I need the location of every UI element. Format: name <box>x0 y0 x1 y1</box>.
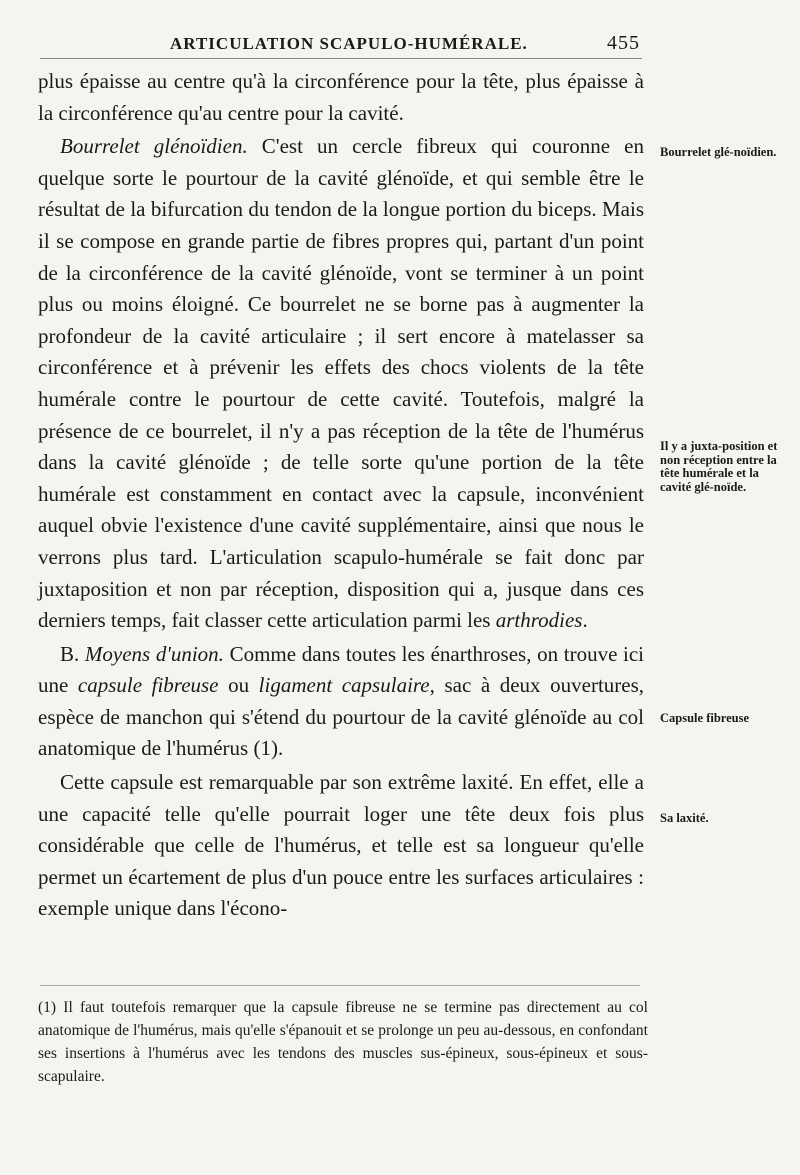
main-text <box>38 66 644 925</box>
paragraph-moyens-text-1: Comme dans toutes les énarthroses, on trouve ici une <box>38 641 645 698</box>
paragraph-1: plus épaisse au centre qu'à la circonférence pour la tête, plus épaisse à la circonférence qu'au centre pour la cavité. <box>38 69 644 125</box>
margin-note-juxtaposition: Il y a juxta-position et non réception entre la tête humérale et la cavité glé-noïde. <box>660 439 778 494</box>
section-label: B. <box>60 641 85 666</box>
page-number: 455 <box>607 32 640 54</box>
running-head-title: ARTICULATION SCAPULO-HUMÉRALE. <box>170 34 528 53</box>
term-capsule: capsule fibreuse <box>77 673 219 698</box>
paragraph-moyens <box>38 639 644 765</box>
paragraph-bourrelet <box>38 131 644 637</box>
paragraph-bourrelet-end: . <box>582 608 588 633</box>
paragraph-bourrelet-text: C'est un cercle fibreux qui couronne en quelque sorte le pourtour de la cavité glénoïde, et qui semble être le résultat de la bifurcation du tendon de la longue portion du biceps. Mais il se compose en grande partie de fibres propres qui, partant d'un point de la circonférence de la cavité glénoïde, vont se terminer à un point plus ou moins éloigné. Ce bourrelet ne se borne pas à augmenter la profondeur de la cavité articulaire ; il sert encore à matelasser sa circonférence et à prévenir les effets des chocs violents de la tête humérale contre le pourtour de cette cavité. Toutefois, malgré la présence de ce bourrelet, il n'y a pas réception de la tête de l'humérus dans la cavité glénoïde ; de telle sorte qu'une portion de la tête humérale est constamment en contact avec la capsule, inconvénient auquel obvie l'existence d'une cavité supplémentaire, ainsi que nous le verrons plus tard. L'articulation scapulo-humérale se fait donc par juxtaposition et non par réception, disposition qui a, jusque dans ces derniers temps, fait classer cette articulation parmi les <box>38 134 644 633</box>
footnote-rule <box>40 985 640 986</box>
paragraph-laxite: Cette capsule est remarquable par son extrême laxité. En effet, elle a une capacité telle qu'elle pourrait loger une tête deux fois plus considérable que celle de l'humérus, et telle est sa longueur qu'elle permet un écartement de plus d'un pouce entre les surfaces articulaires : exemple unique dans l'écono- <box>38 770 644 921</box>
header-rule <box>40 58 642 59</box>
heading-moyens: Moyens d'union. <box>84 641 224 666</box>
margin-note-laxite: Sa laxité. <box>660 811 709 825</box>
paragraph-moyens-text-2: ou <box>218 673 259 698</box>
margin-note-bourrelet: Bourrelet glé-noïdien. <box>660 145 777 159</box>
footnote: (1) Il faut toutefois remarquer que la capsule fibreuse ne se termine pas directement au col anatomique de l'humérus, mais qu'elle s'épanouit et se prolonge un peu au-dessous, en confondant ses insertions à l'humérus avec les tendons des muscles sus-épineux, sous-épineux et sous-scapulaire. <box>38 999 648 1085</box>
term-arthrodies: arthrodies <box>495 608 583 633</box>
margin-note-capsule: Capsule fibreuse <box>660 711 750 725</box>
term-ligament: ligament capsulaire <box>258 673 430 698</box>
paragraph-moyens-text-3: , sac à deux ouvertures, espèce de manchon qui s'étend du pourtour de la cavité glénoïde au col anatomique de l'humérus (1). <box>38 673 645 761</box>
heading-bourrelet: Bourrelet glénoïdien. <box>60 134 248 159</box>
